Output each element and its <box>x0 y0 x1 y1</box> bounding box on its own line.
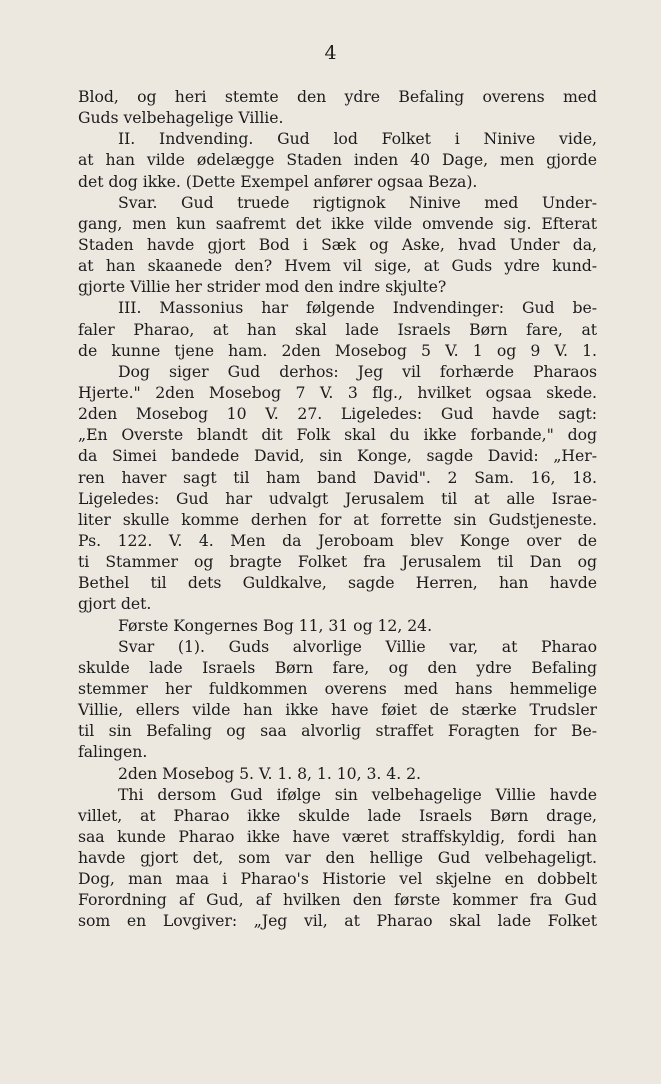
text-line: Hjerte." 2den Mosebog 7 V. 3 flg., hvilket ogsaa skede. <box>78 382 597 402</box>
text-line: at han skaanede den? Hvem vil sige, at Guds ydre kund- <box>78 256 597 276</box>
text-line: det dog ikke. (Dette Exempel anfører ogsaa Beza). <box>78 171 478 191</box>
page-number: 4 <box>324 42 337 64</box>
text-line: stemmer her fuldkommen overens med hans hemmelige <box>78 678 597 698</box>
text-line: gjort det. <box>78 594 152 614</box>
text-line: ren haver sagt til ham band David". 2 Sam. 16, 18. <box>78 467 597 487</box>
text-line: II. Indvending. Gud lod Folket i Ninive vide, <box>118 129 597 149</box>
text-line: Svar (1). Guds alvorlige Villie var, at Pharao <box>118 636 597 656</box>
text-line: 2den Mosebog 10 V. 27. Ligeledes: Gud havde sagt: <box>78 404 597 424</box>
text-line: faler Pharao, at han skal lade Israels Børn fare, at <box>78 319 597 339</box>
text-line: Svar. Gud truede rigtignok Ninive med Under- <box>118 192 597 212</box>
text-line: 2den Mosebog 5. V. 1. 8, 1. 10, 3. 4. 2. <box>118 763 421 783</box>
text-line: Ligeledes: Gud har udvalgt Jerusalem til at alle Israe- <box>78 488 597 508</box>
text-line: havde gjort det, som var den hellige Gud velbehageligt. <box>78 848 597 868</box>
text-line: ti Stammer og bragte Folket fra Jerusalem til Dan og <box>78 552 597 572</box>
text-line: Forordning af Gud, af hvilken den første kommer fra Gud <box>78 890 597 910</box>
text-line: Ps. 122. V. 4. Men da Jeroboam blev Konge over de <box>78 530 597 550</box>
text-line: de kunne tjene ham. 2den Mosebog 5 V. 1 og 9 V. 1. <box>78 340 597 360</box>
text-line: Første Kongernes Bog 11, 31 og 12, 24. <box>118 615 433 635</box>
body-text <box>78 86 597 932</box>
text-line: liter skulle komme derhen for at forrette sin Gudstjeneste. <box>78 509 597 529</box>
text-line: Thi dersom Gud ifølge sin velbehagelige Villie havde <box>118 784 597 804</box>
text-line: saa kunde Pharao ikke have været straffskyldig, fordi han <box>78 826 597 846</box>
text-line: Guds velbehagelige Villie. <box>78 108 284 128</box>
text-line: Staden havde gjort Bod i Sæk og Aske, hvad Under da, <box>78 234 597 254</box>
text-line: falingen. <box>78 742 148 762</box>
text-line: skulde lade Israels Børn fare, og den ydre Befaling <box>78 657 597 677</box>
text-line: Villie, ellers vilde han ikke have føiet de stærke Trudsler <box>78 700 597 720</box>
text-line: som en Lovgiver: „Jeg vil, at Pharao skal lade Folket <box>78 911 597 931</box>
text-line: III. Massonius har følgende Indvendinger: Gud be- <box>118 298 597 318</box>
text-line: gang, men kun saafremt det ikke vilde omvende sig. Efterat <box>78 213 597 233</box>
text-line: gjorte Villie her strider mod den indre skjulte? <box>78 277 447 297</box>
text-line: Bethel til dets Guldkalve, sagde Herren, han havde <box>78 573 597 593</box>
text-line: „En Overste blandt dit Folk skal du ikke forbande," dog <box>78 425 597 445</box>
text-line: da Simei bandede David, sin Konge, sagde David: „Her- <box>78 446 597 466</box>
text-line: Blod, og heri stemte den ydre Befaling overens med <box>78 87 597 106</box>
text-line: villet, at Pharao ikke skulde lade Israels Børn drage, <box>78 805 597 825</box>
text-line: til sin Befaling og saa alvorlig straffet Foragten for Be- <box>78 721 597 741</box>
text-line: Dog, man maa i Pharao's Historie vel skjelne en dobbelt <box>78 869 597 889</box>
text-line: Dog siger Gud derhos: Jeg vil forhærde Pharaos <box>118 361 597 381</box>
text-line: at han vilde ødelægge Staden inden 40 Dage, men gjorde <box>78 150 597 170</box>
